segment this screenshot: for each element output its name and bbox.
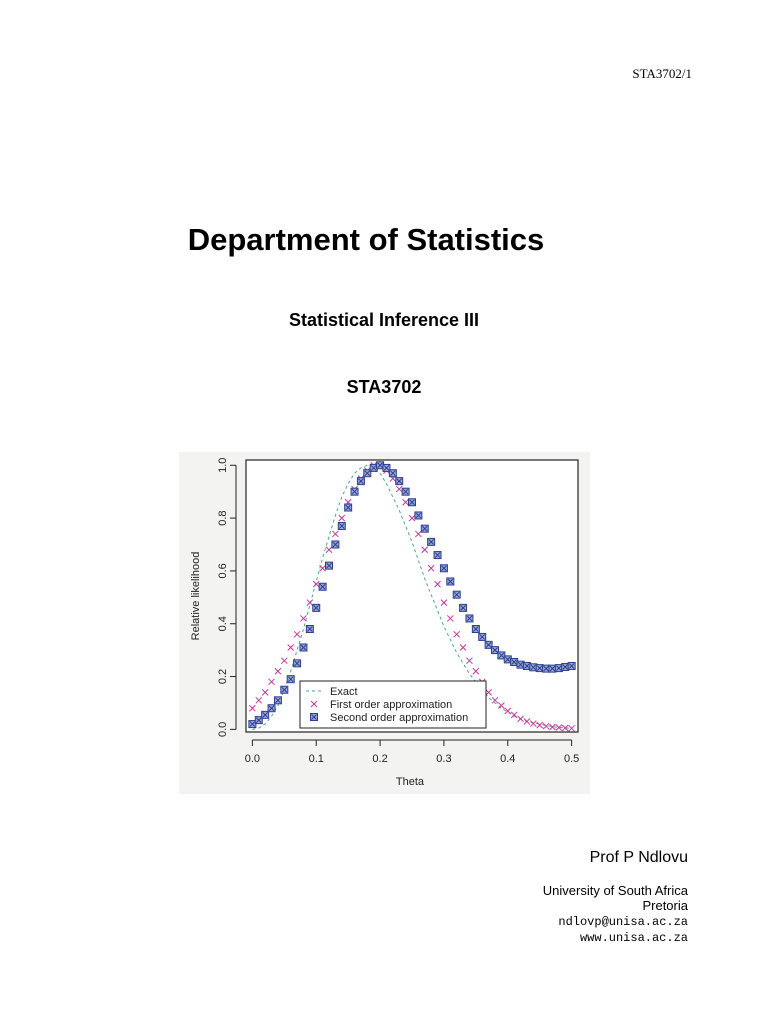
second-order-point <box>357 478 364 485</box>
x-tick-label: 0.5 <box>563 753 580 765</box>
second-order-point <box>274 697 281 704</box>
second-order-point <box>396 478 403 485</box>
y-axis-label: Relative likelihood <box>190 551 202 641</box>
second-order-point <box>453 591 460 598</box>
second-order-point <box>345 504 352 511</box>
x-tick-label: 0.0 <box>244 753 261 765</box>
x-tick-label: 0.4 <box>500 753 516 765</box>
legend-second-order-swatch <box>311 714 318 721</box>
second-order-point <box>447 578 454 585</box>
author-website-link[interactable]: www.unisa.ac.za <box>579 931 688 945</box>
x-tick-label: 0.3 <box>436 753 452 765</box>
module-title: Statistical Inference III <box>288 310 480 330</box>
legend <box>300 681 486 728</box>
second-order-point <box>319 583 326 590</box>
likelihood-chart <box>179 452 590 794</box>
second-order-point <box>460 604 467 611</box>
second-order-point <box>409 499 416 506</box>
legend-label: Second order approximation <box>330 712 469 724</box>
author-name: Prof P Ndlovu <box>589 849 688 866</box>
author-email-link[interactable]: ndlovp@unisa.ac.za <box>558 915 688 929</box>
y-tick-label: 0.8 <box>217 510 229 526</box>
second-order-point <box>472 626 479 633</box>
second-order-point <box>434 552 441 559</box>
y-axis <box>217 458 236 737</box>
second-order-point <box>351 488 358 495</box>
second-order-point <box>281 686 288 693</box>
document-code: STA3702/1 <box>632 66 692 81</box>
chart-svg <box>179 452 590 794</box>
second-order-point <box>440 565 447 572</box>
second-order-point <box>268 705 275 712</box>
second-order-point <box>389 470 396 477</box>
y-tick-label: 1.0 <box>217 457 229 473</box>
second-order-point <box>300 644 307 651</box>
x-tick-label: 0.1 <box>308 753 324 765</box>
legend-label: Exact <box>330 686 358 698</box>
y-tick-label: 0.2 <box>217 668 229 685</box>
y-tick-label: 0.0 <box>217 721 229 738</box>
legend-label: First order approximation <box>330 699 453 711</box>
module-code: STA3702 <box>346 377 422 397</box>
second-order-point <box>402 488 409 495</box>
x-axis <box>245 740 580 765</box>
legend-item <box>311 699 452 711</box>
second-order-point <box>421 525 428 532</box>
second-order-point <box>568 662 575 669</box>
author-city: Pretoria <box>642 898 688 913</box>
second-order-point <box>428 538 435 545</box>
second-order-point <box>466 615 473 622</box>
x-tick-label: 0.2 <box>372 753 388 765</box>
second-order-point <box>479 633 486 640</box>
second-order-point <box>415 512 422 519</box>
department-title: Department of Statistics <box>187 222 545 257</box>
second-order-point <box>313 604 320 611</box>
second-order-point <box>306 626 313 633</box>
y-tick-label: 0.4 <box>217 616 229 632</box>
second-order-point <box>262 711 269 718</box>
y-tick-label: 0.6 <box>217 563 229 579</box>
second-order-point <box>294 660 301 667</box>
author-university: University of South Africa <box>542 883 688 898</box>
second-order-point <box>287 676 294 683</box>
legend-item <box>311 712 469 724</box>
second-order-point <box>326 562 333 569</box>
second-order-point <box>338 523 345 530</box>
x-axis-label: Theta <box>395 776 425 788</box>
second-order-point <box>332 541 339 548</box>
